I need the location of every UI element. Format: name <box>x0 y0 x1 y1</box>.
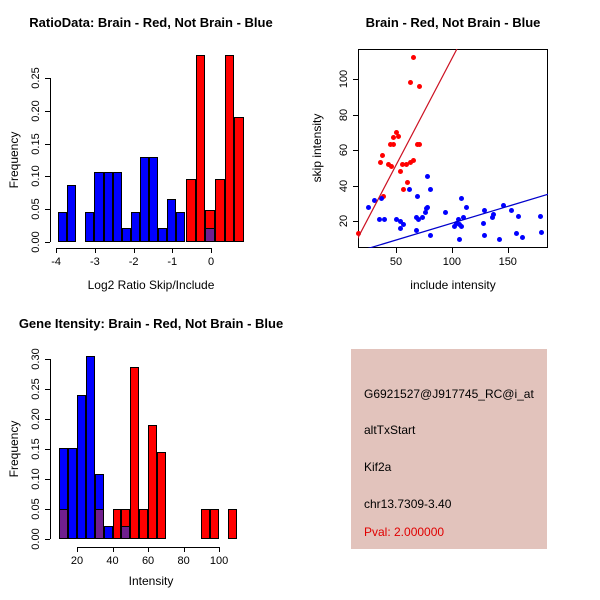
hist-bar <box>130 367 139 539</box>
hist-bar <box>68 448 77 539</box>
x-tick-label: 60 <box>141 555 155 567</box>
y-tick-mark <box>45 419 50 420</box>
x-tick-label: 100 <box>442 256 462 268</box>
hist-bar <box>228 509 237 539</box>
y-tick-label: 0.05 <box>30 498 42 520</box>
y-tick-label: 60 <box>338 144 350 157</box>
x-tick-label: 40 <box>106 555 119 567</box>
location-text: chr13.7309-3.40 <box>364 497 452 511</box>
y-tick-label: 100 <box>338 70 350 89</box>
gene-info-panel <box>351 349 547 549</box>
pval-text: Pval: 2.000000 <box>364 525 445 539</box>
y-tick-label: 0.20 <box>30 100 42 122</box>
hist-bar <box>104 526 113 539</box>
ratio-hist-ylabel: Frequency <box>7 131 21 189</box>
x-tick-label: 80 <box>177 555 190 567</box>
scatter-xlabel: include intensity <box>410 278 496 292</box>
x-tick-label: -4 <box>51 256 62 268</box>
y-tick-label: 0.05 <box>30 198 42 220</box>
x-tick-mark <box>219 547 220 552</box>
event-type-text: altTxStart <box>364 423 416 437</box>
y-tick-label: 0.30 <box>30 348 42 370</box>
x-tick-mark <box>184 547 185 552</box>
x-tick-label: -2 <box>128 256 139 268</box>
hist-bar <box>77 395 86 539</box>
x-tick-label: 150 <box>498 256 517 268</box>
gene-hist-title: Gene Itensity: Brain - Red, Not Brain - Blue <box>18 316 284 331</box>
y-tick-label: 0.10 <box>30 165 42 188</box>
x-tick-label: -3 <box>89 256 100 268</box>
y-tick-label: 0.00 <box>30 231 42 253</box>
probe-id-text: G6921527@J917745_RC@i_at <box>364 387 534 401</box>
y-tick-mark <box>45 359 50 360</box>
y-tick-label: 20 <box>338 215 350 228</box>
y-tick-mark <box>45 509 50 510</box>
y-tick-label: 0.00 <box>30 528 42 550</box>
y-axis-line <box>50 359 51 539</box>
y-tick-label: 0.15 <box>30 438 42 460</box>
x-tick-label: 20 <box>70 555 84 567</box>
hist-bar <box>113 509 122 539</box>
y-tick-mark <box>45 539 50 540</box>
hist-bar <box>201 509 210 539</box>
hist-bar <box>148 425 157 539</box>
hist-bar <box>95 509 104 539</box>
gene-hist-xlabel: Intensity <box>128 574 174 588</box>
y-tick-label: 0.25 <box>30 378 42 400</box>
y-tick-mark <box>45 479 50 480</box>
y-tick-label: 0.10 <box>30 468 42 490</box>
hist-bar <box>139 509 148 539</box>
hist-bar <box>210 509 219 539</box>
y-tick-label: 80 <box>338 108 350 121</box>
x-tick-mark <box>113 547 114 552</box>
x-tick-label: 50 <box>389 256 403 268</box>
ratio-hist-xlabel: Log2 Ratio Skip/Include <box>87 278 215 292</box>
hist-bar <box>59 509 68 539</box>
x-tick-label: -1 <box>167 256 178 268</box>
scatter-ylabel: skip intensity <box>310 113 324 183</box>
y-tick-label: 0.20 <box>30 408 42 430</box>
y-tick-mark <box>45 449 50 450</box>
x-tick-label: 0 <box>207 256 215 268</box>
y-tick-mark <box>45 389 50 390</box>
x-tick-label: 100 <box>209 555 229 567</box>
gene-name-text: Kif2a <box>364 460 392 474</box>
ratio-hist-title: RatioData: Brain - Red, Not Brain - Blue <box>29 15 273 30</box>
x-tick-mark <box>77 547 78 552</box>
hist-bar <box>86 356 95 539</box>
y-tick-label: 0.15 <box>30 132 42 155</box>
y-tick-label: 0.25 <box>30 67 42 89</box>
y-tick-label: 40 <box>338 179 350 192</box>
scatter-title: Brain - Red, Not Brain - Blue <box>365 15 541 30</box>
gene-hist-ylabel: Frequency <box>7 420 21 478</box>
hist-bar <box>121 526 130 539</box>
x-tick-mark <box>148 547 149 552</box>
hist-bar <box>157 452 166 539</box>
